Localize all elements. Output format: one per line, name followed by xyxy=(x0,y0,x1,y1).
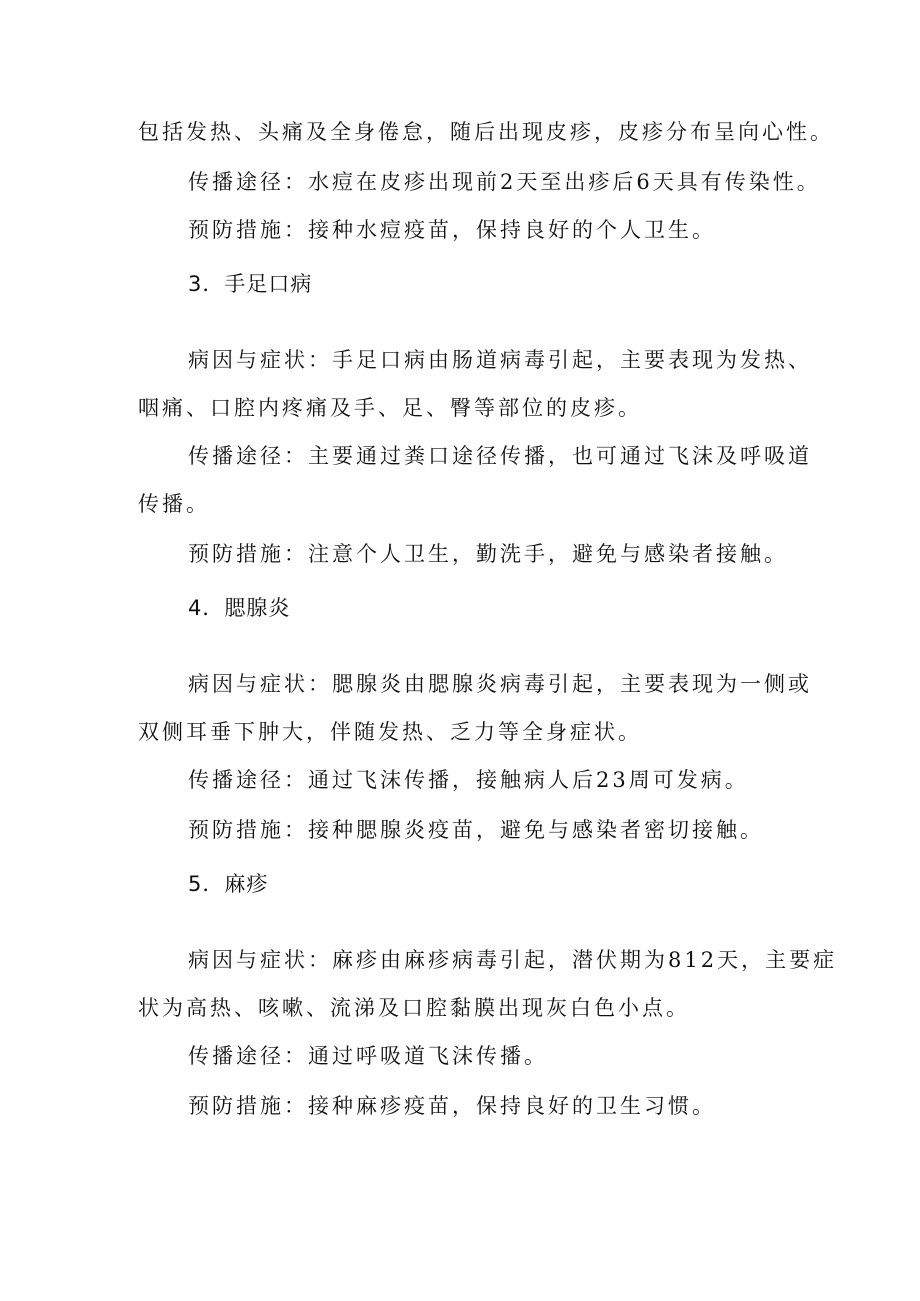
hfmd-symptoms-line-1: 病因与症状：手足口病由肠道病毒引起，主要表现为发热、 xyxy=(188,348,812,372)
section-heading-hfmd: 3．手足口病 xyxy=(188,272,313,296)
section-heading-measles: 5．麻疹 xyxy=(188,872,269,896)
mumps-transmission: 传播途径：通过飞沫传播，接触病人后23周可发病。 xyxy=(188,768,749,792)
measles-symptoms-line-1: 病因与症状：麻疹由麻疹病毒引起，潜伏期为812天，主要症 xyxy=(188,948,838,972)
varicella-symptoms-continued: 包括发热、头痛及全身倦怠，随后出现皮疹，皮疹分布呈向心性。 xyxy=(138,120,834,144)
mumps-symptoms-line-1: 病因与症状：腮腺炎由腮腺炎病毒引起，主要表现为一侧或 xyxy=(188,672,812,696)
hfmd-symptoms-line-2: 咽痛、口腔内疼痛及手、足、臀等部位的皮疹。 xyxy=(138,396,642,420)
hfmd-transmission-line-2: 传播。 xyxy=(138,492,210,516)
section-heading-mumps: 4．腮腺炎 xyxy=(188,596,291,620)
measles-prevention: 预防措施：接种麻疹疫苗，保持良好的卫生习惯。 xyxy=(188,1094,716,1118)
mumps-prevention: 预防措施：接种腮腺炎疫苗，避免与感染者密切接触。 xyxy=(188,818,764,842)
varicella-prevention: 预防措施：接种水痘疫苗，保持良好的个人卫生。 xyxy=(188,218,716,242)
measles-symptoms-line-2: 状为高热、咳嗽、流涕及口腔黏膜出现灰白色小点。 xyxy=(138,996,690,1020)
measles-transmission: 传播途径：通过呼吸道飞沫传播。 xyxy=(188,1044,548,1068)
varicella-transmission: 传播途径：水痘在皮疹出现前2天至出疹后6天具有传染性。 xyxy=(188,170,821,194)
mumps-symptoms-line-2: 双侧耳垂下肿大，伴随发热、乏力等全身症状。 xyxy=(138,720,642,744)
hfmd-prevention: 预防措施：注意个人卫生，勤洗手，避免与感染者接触。 xyxy=(188,542,788,566)
hfmd-transmission-line-1: 传播途径：主要通过粪口途径传播，也可通过飞沫及呼吸道 xyxy=(188,444,812,468)
